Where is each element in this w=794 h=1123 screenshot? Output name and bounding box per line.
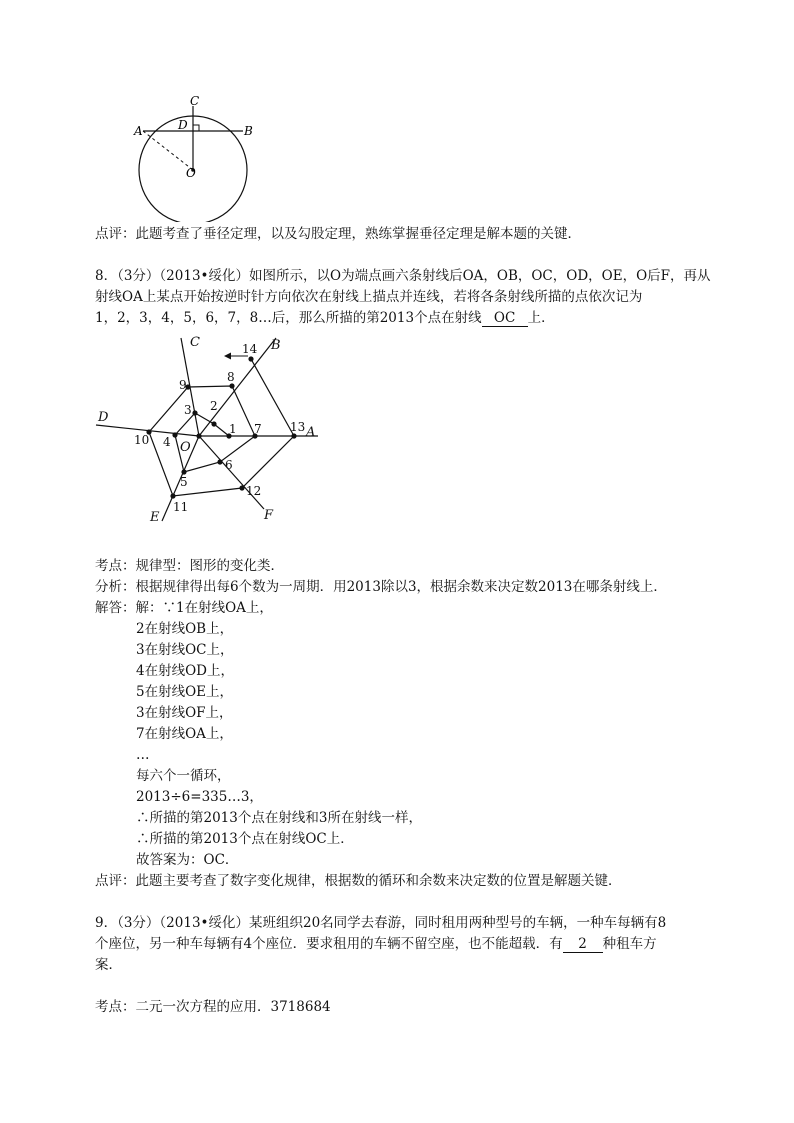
- label-b: B: [244, 124, 253, 138]
- label-d: D: [178, 118, 188, 132]
- label-1: 1: [229, 422, 237, 436]
- label-10: 10: [134, 433, 150, 447]
- ray-label-o: O: [180, 440, 191, 455]
- spiral-path: [149, 359, 294, 496]
- label-4: 4: [163, 435, 171, 449]
- q8-step: 2在射线OB上，: [136, 621, 234, 637]
- label-14: 14: [242, 342, 258, 356]
- point-2: [211, 421, 216, 426]
- point-5: [181, 469, 186, 474]
- label-13: 13: [290, 420, 306, 434]
- q8-fenxi: 分析：根据规律得出每6个数为一周期．用2013除以3，根据余数来决定数2013在哪条射线上．: [95, 579, 667, 595]
- q8-step: 故答案为：OC．: [136, 852, 239, 868]
- q9-answer-blank: 2: [563, 936, 603, 953]
- ray-label-a: A: [306, 425, 316, 440]
- spiral-rays-figure: [90, 330, 330, 530]
- label-7: 7: [254, 422, 262, 436]
- q8-jieda-first: 解答：解：∵1在射线OA上，: [95, 600, 273, 616]
- label-3: 3: [184, 403, 192, 417]
- q9-stem-line3: 案．: [95, 957, 122, 973]
- ray-label-c: C: [190, 335, 200, 350]
- label-12: 12: [246, 484, 262, 498]
- label-6: 6: [225, 458, 233, 472]
- q8-step: 每六个一循环，: [136, 768, 231, 784]
- label-a: A: [134, 124, 143, 138]
- q8-kaodian: 考点：规律型：图形的变化类．: [95, 558, 284, 574]
- point-3: [192, 410, 197, 415]
- point-o: [196, 433, 201, 438]
- circle-figure: [130, 92, 270, 222]
- q9-stem-line2: [95, 934, 657, 954]
- q7-comment: 点评：此题考查了垂径定理，以及勾股定理，熟练掌握垂径定理是解本题的关键．: [95, 226, 581, 242]
- q8-step: 5在射线OE上，: [136, 684, 234, 700]
- right-angle-mark: [193, 125, 199, 131]
- q8-stem-line3-pre: 1，2，3，4，5，6，7，8…后，那么所描的第2013个点在射线: [95, 310, 482, 326]
- ray-label-f: F: [264, 508, 274, 523]
- label-11: 11: [173, 500, 189, 514]
- q8-stem-line3-post: 上．: [527, 310, 555, 326]
- q8-step: ∴所描的第2013个点在射线和3所在射线一样，: [136, 810, 422, 826]
- point-12: [239, 485, 244, 490]
- ray-label-d: D: [98, 410, 109, 425]
- q8-step: 3在射线OC上，: [136, 642, 234, 658]
- q8-step: ∴所描的第2013个点在射线OC上．: [136, 831, 354, 847]
- point-14: [248, 356, 253, 361]
- point-4: [172, 432, 177, 437]
- point-13: [291, 433, 296, 438]
- q8-step: 2013÷6=335…3，: [136, 789, 263, 805]
- label-2: 2: [210, 399, 218, 413]
- ray-label-b: B: [271, 338, 281, 353]
- q9-stem-line1: 9．（3分）（2013•绥化）某班组织20名同学去春游，同时租用两种型号的车辆，一种车每辆有8: [95, 915, 667, 931]
- q8-step: 3在射线OF上，: [136, 705, 233, 721]
- label-5: 5: [180, 475, 188, 489]
- ray-label-e: E: [150, 510, 160, 525]
- q8-step: 4在射线OD上，: [136, 663, 234, 679]
- ray-of: [199, 436, 264, 509]
- q9-kaodian: 考点：二元一次方程的应用．3718684: [95, 999, 331, 1015]
- q8-stem-line2: 射线OA上某点开始按逆时针方向依次在射线上描点并连线，若将各条射线所描的点依次记为: [95, 289, 643, 305]
- q8-step: …: [136, 747, 150, 763]
- label-o: O: [186, 166, 196, 180]
- point-11: [170, 493, 175, 498]
- q8-step: 7在射线OA上，: [136, 726, 233, 742]
- point-6: [217, 459, 222, 464]
- q8-answer-blank: OC: [482, 310, 528, 327]
- label-c: C: [190, 94, 200, 108]
- label-8: 8: [227, 370, 235, 384]
- q9-stem-line2-post: 种租车方: [602, 936, 657, 952]
- q8-stem-line1: 8．（3分）（2013•绥化）如图所示，以O为端点画六条射线后OA，OB，OC，OD，OE，O后F，再从: [95, 268, 711, 284]
- label-9: 9: [179, 378, 187, 392]
- point-8: [229, 383, 234, 388]
- q8-comment: 点评：此题主要考查了数字变化规律，根据数的循环和余数来决定数的位置是解题关键．: [95, 873, 622, 889]
- q9-stem-line2-pre: 个座位，另一种车每辆有4个座位．要求租用的车辆不留空座，也不能超载．有: [95, 936, 563, 952]
- q8-stem-line3: [95, 308, 555, 328]
